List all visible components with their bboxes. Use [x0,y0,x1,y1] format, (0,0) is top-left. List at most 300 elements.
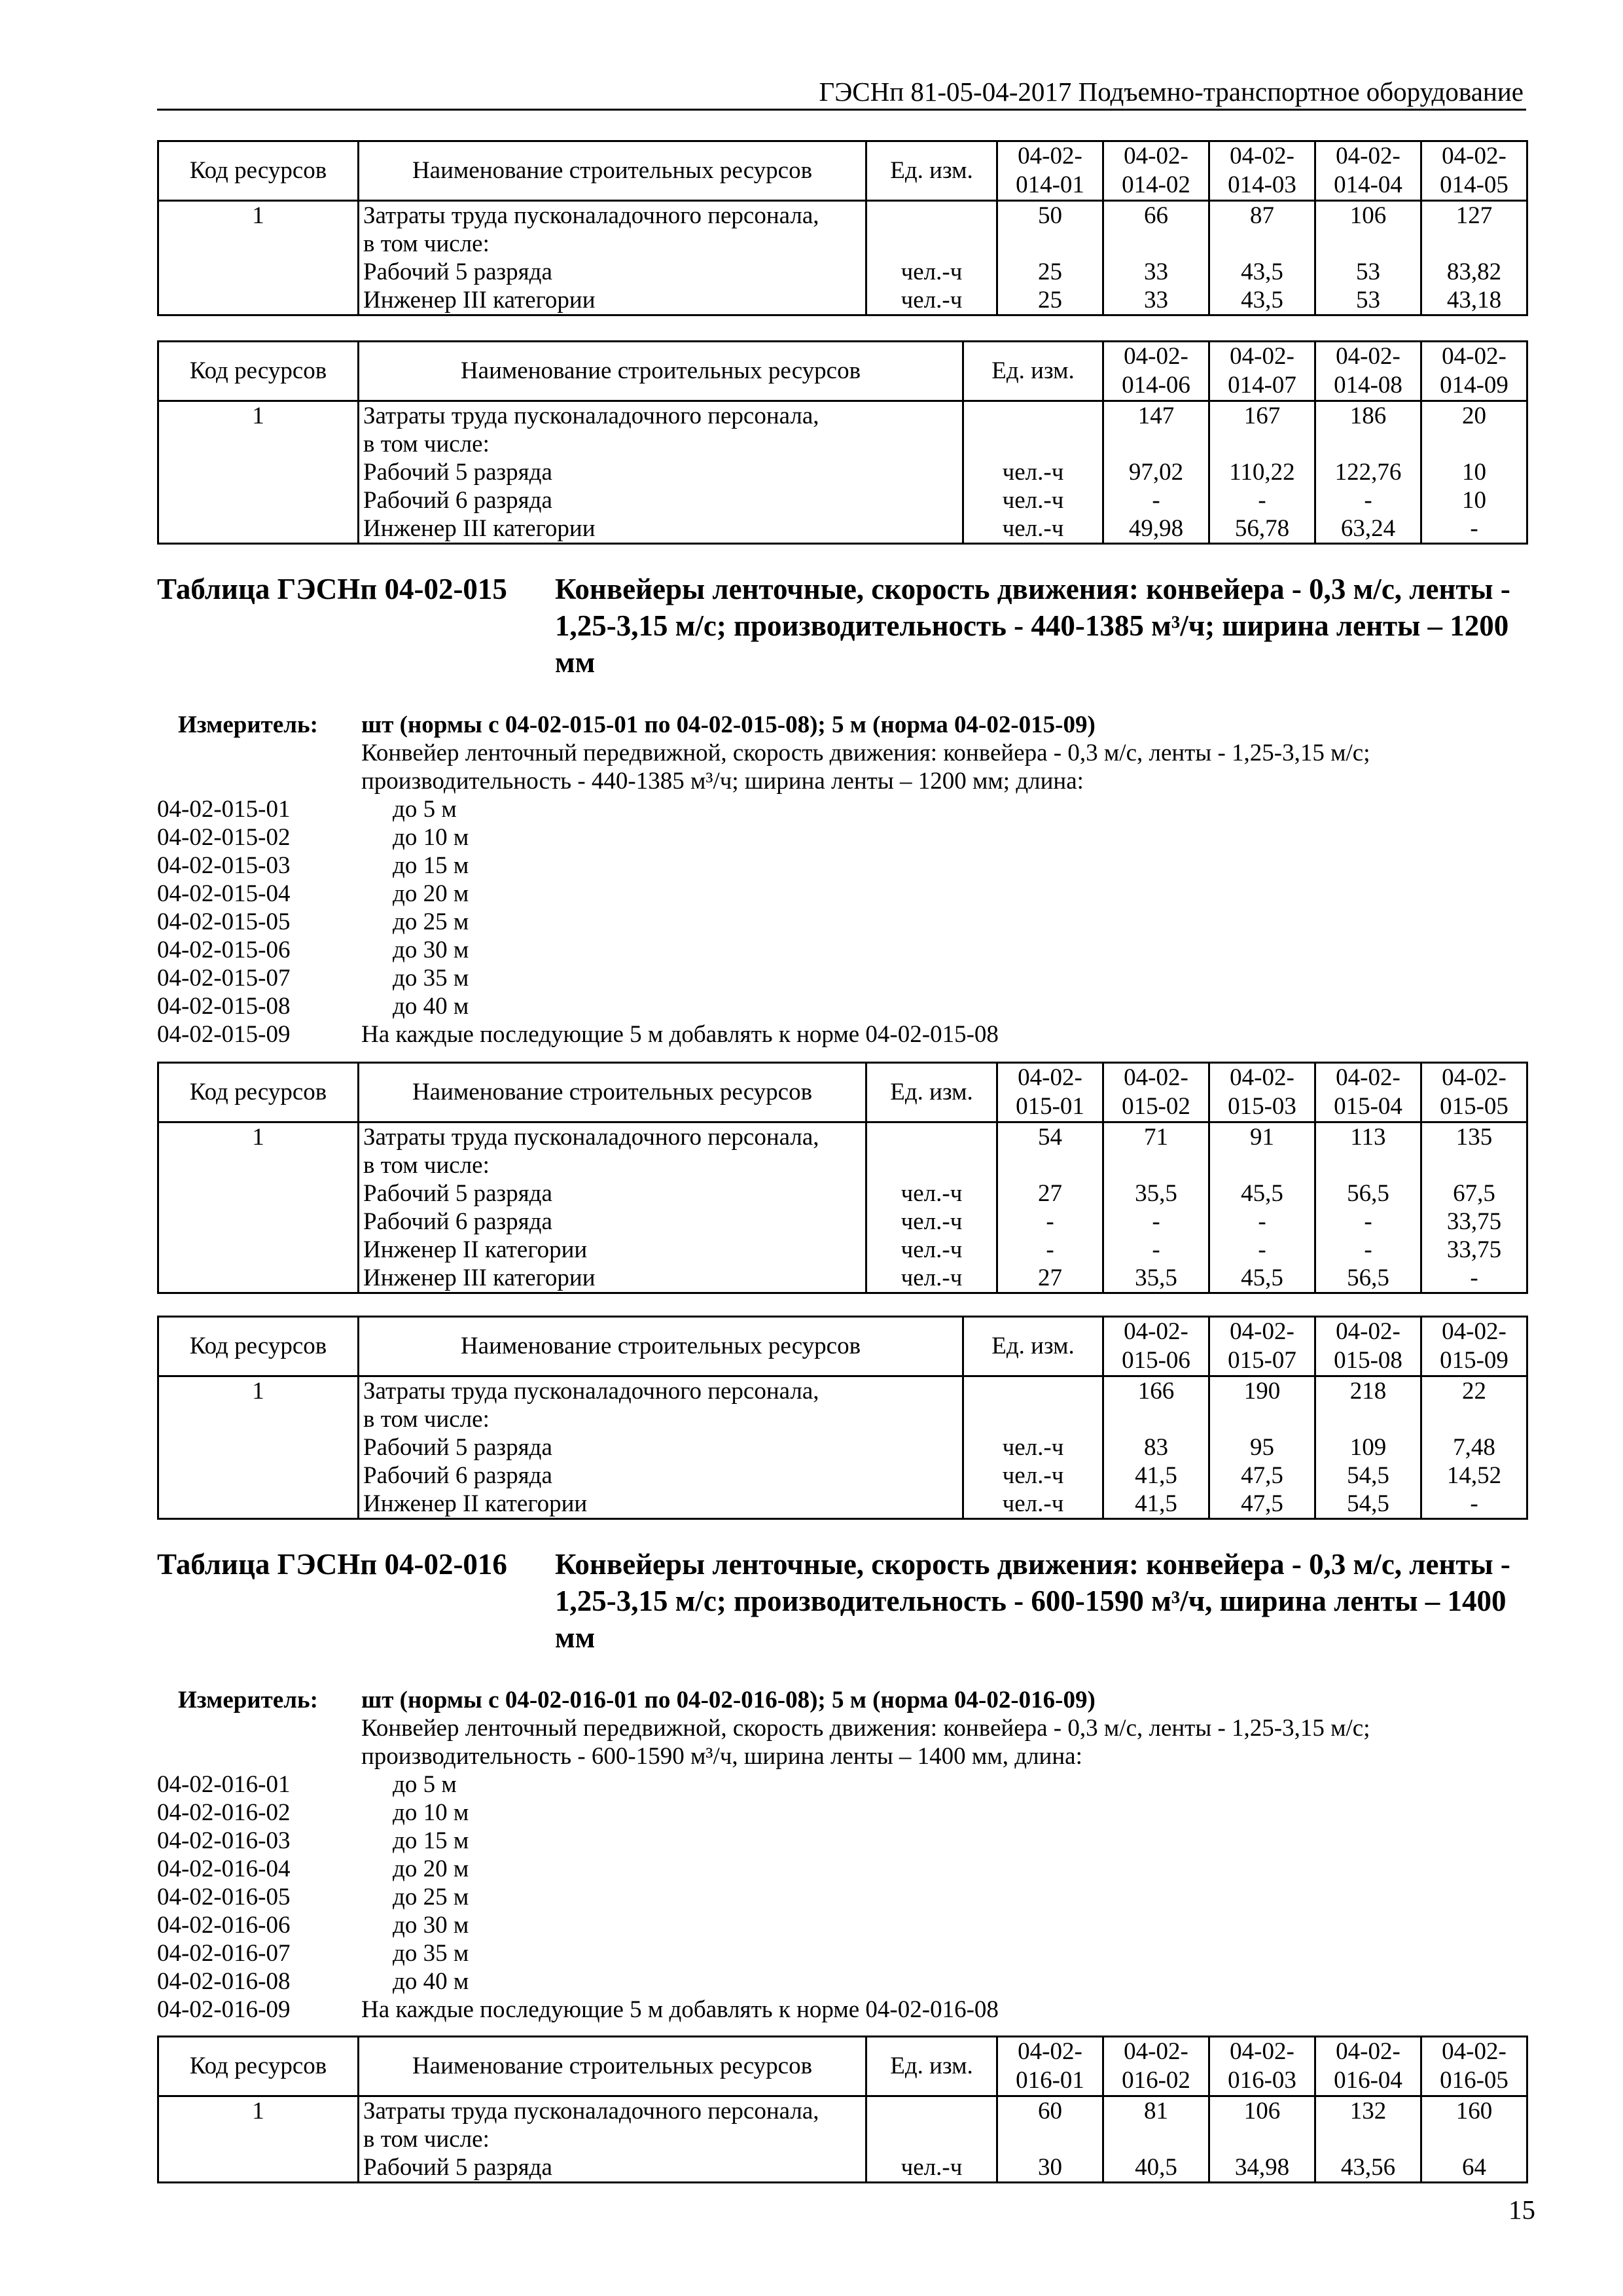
resource-value: 186 [1315,401,1421,431]
norm-code-bottom: 016-01 [1016,2067,1084,2094]
resource-name: Инженер II категории [359,1236,866,1264]
resource-unit: чел.-ч [866,2153,997,2183]
resource-value: - [1421,1264,1527,1293]
norm-code-bottom: 015-05 [1440,1093,1508,1120]
resource-unit: чел.-ч [866,1236,997,1264]
norm-code-bottom: 015-07 [1228,1347,1296,1374]
resource-unit: чел.-ч [963,1433,1103,1462]
norm-code-top: 04-02- [1230,1318,1294,1345]
resource-code [158,230,359,258]
norm-code-bottom: 015-08 [1334,1347,1402,1374]
norm-code-top: 04-02- [1018,2038,1082,2065]
resource-value: 33 [1103,286,1209,315]
resource-code: 1 [158,1376,359,1406]
unit-col-header: Ед. изм. [963,342,1103,401]
norm-col-header [1315,1063,1421,1122]
resource-value: 95 [1209,1433,1315,1462]
table-row [158,1405,1527,1433]
table-number: Таблица ГЭСНп 04-02-015 [157,573,507,605]
norm-code-top: 04-02- [1230,143,1294,170]
resource-code [158,458,359,486]
code-col-header: Код ресурсов [158,342,359,401]
norm-code-bottom: 014-06 [1122,372,1190,399]
resource-code: 1 [158,1122,359,1152]
resource-code [158,1433,359,1462]
norm-col-header [1209,1063,1315,1122]
norm-code: 04-02-015-06 [157,937,291,963]
resource-table-015-b [157,1316,1528,1520]
resource-value: 71 [1103,1122,1209,1152]
resource-name: Рабочий 6 разряда [359,1208,866,1236]
resource-code [158,1405,359,1433]
norm-text: до 35 м [393,965,469,992]
resource-value: 91 [1209,1122,1315,1152]
table-row [158,1236,1527,1264]
resource-value: 10 [1421,458,1527,486]
unit-col-header: Ед. изм. [963,1317,1103,1376]
resource-unit: чел.-ч [963,486,1103,514]
table-row [158,1490,1527,1519]
resource-name: Инженер III категории [359,286,866,315]
resource-name: Инженер II категории [359,1490,963,1519]
norm-code-top: 04-02- [1336,143,1400,170]
section-title-015 [157,571,1526,681]
norm-text: до 10 м [393,1799,469,1826]
resource-value: 41,5 [1103,1462,1209,1490]
resource-value: - [1421,514,1527,544]
resource-value: 40,5 [1103,2153,1209,2183]
norm-code-bottom: 015-09 [1440,1347,1508,1374]
measure-unit: шт (нормы с 04-02-016-01 по 04-02-016-08); 5 м (норма 04-02-016-09) [361,1687,1096,1713]
resource-value [997,1151,1103,1179]
norm-text: до 35 м [393,1940,469,1967]
norm-text: до 5 м [393,1771,457,1798]
norm-text: до 15 м [393,1827,469,1854]
resource-value: 66 [1103,201,1209,230]
norm-code-bottom: 014-03 [1228,171,1296,198]
resource-value: - [1315,486,1421,514]
table-row [158,1264,1527,1293]
resource-value: 27 [997,1264,1103,1293]
resource-value [1209,2125,1315,2153]
resource-value: 132 [1315,2096,1421,2126]
resource-value: 50 [997,201,1103,230]
resource-value: 43,5 [1209,286,1315,315]
norm-text: до 20 м [393,880,469,907]
norm-item [157,795,1526,823]
resource-value: 122,76 [1315,458,1421,486]
resource-value [997,2125,1103,2153]
measure-unit: шт (нормы с 04-02-015-01 по 04-02-015-08); 5 м (норма 04-02-015-09) [361,711,1096,738]
norm-col-header [1421,1317,1527,1376]
resource-name: Затраты труда пусконаладочного персонала, [359,1122,866,1152]
resource-value: 34,98 [1209,2153,1315,2183]
unit-col-header: Ед. изм. [866,2037,997,2096]
resource-unit: чел.-ч [963,514,1103,544]
norm-code-bottom: 016-02 [1122,2067,1190,2094]
table-row [158,1462,1527,1490]
resource-value: 27 [997,1179,1103,1208]
norm-code-bottom: 014-08 [1334,372,1402,399]
resource-value: 113 [1315,1122,1421,1152]
resource-name: в том числе: [359,430,963,458]
norm-item [157,852,1526,880]
norm-col-header [1103,1063,1209,1122]
resource-name: Затраты труда пусконаладочного персонала, [359,1376,963,1406]
resource-value [1421,430,1527,458]
norm-col-header [1103,2037,1209,2096]
measure-description: Конвейер ленточный передвижной, скорость движения: конвейера - 0,3 м/с, ленты - 1,25-3,15 м/с; производительность - 440-1385 м³/ч; ширина ленты – 1200 мм; длина: [361,740,1370,795]
resource-code [158,1151,359,1179]
norm-item [157,1020,1526,1049]
measure-block-016 [157,1686,1526,2026]
norm-item [157,964,1526,992]
norm-code: 04-02-015-03 [157,852,291,879]
resource-unit [866,1122,997,1152]
resource-value: 56,5 [1315,1264,1421,1293]
table-row [158,1151,1527,1179]
resource-value [1209,1151,1315,1179]
norm-item [157,1939,1526,1967]
norm-code: 04-02-016-06 [157,1912,291,1939]
norm-text: до 25 м [393,1884,469,1910]
norm-item [157,1770,1526,1799]
table-row [158,514,1527,544]
resource-unit [963,1405,1103,1433]
resource-name: Затраты труда пусконаладочного персонала, [359,401,963,431]
resource-value: - [1103,486,1209,514]
norm-item [157,936,1526,964]
resource-unit [866,2125,997,2153]
resource-value: 110,22 [1209,458,1315,486]
resource-value: 49,98 [1103,514,1209,544]
resource-value: 45,5 [1209,1264,1315,1293]
norm-code-top: 04-02- [1230,343,1294,370]
norm-col-header [1209,2037,1315,2096]
resource-unit [963,430,1103,458]
name-col-header: Наименование строительных ресурсов [359,342,963,401]
resource-value: 106 [1209,2096,1315,2126]
norm-code: 04-02-016-07 [157,1940,291,1967]
resource-value [1103,230,1209,258]
norm-code-top: 04-02- [1336,1318,1400,1345]
table-header-row [158,141,1527,201]
resource-value: 54,5 [1315,1490,1421,1519]
norm-code-top: 04-02- [1442,1064,1507,1091]
norm-item [157,1967,1526,1996]
resource-value: 20 [1421,401,1527,431]
resource-value: 45,5 [1209,1179,1315,1208]
resource-name: в том числе: [359,2125,866,2153]
resource-value: - [1315,1236,1421,1264]
norm-col-header [997,141,1103,201]
norm-text: до 20 м [393,1856,469,1882]
resource-unit: чел.-ч [866,1208,997,1236]
resource-code [158,1208,359,1236]
resource-value [1315,1151,1421,1179]
resource-value: 33,75 [1421,1236,1527,1264]
resource-value: 109 [1315,1433,1421,1462]
table-header-row [158,2037,1527,2096]
table-row [158,1376,1527,1406]
table-title: Конвейеры ленточные, скорость движения: конвейера - 0,3 м/с, ленты - 1,25-3,15 м/с; производительность - 600-1590 м³/ч, ширина ленты – 1400 мм [555,1548,1510,1654]
resource-code: 1 [158,201,359,230]
resource-value: 53 [1315,258,1421,286]
resource-value [1315,430,1421,458]
running-header [157,71,1526,111]
resource-value: - [1103,1208,1209,1236]
section-title-016 [157,1546,1526,1656]
table-row [158,486,1527,514]
table-row [158,1122,1527,1152]
resource-value: 43,18 [1421,286,1527,315]
resource-unit: чел.-ч [866,1179,997,1208]
norm-code-top: 04-02- [1124,343,1188,370]
resource-name: Рабочий 6 разряда [359,1462,963,1490]
resource-value [1103,1151,1209,1179]
norm-col-header [1315,1317,1421,1376]
norm-col-header [1421,1063,1527,1122]
resource-value [1209,1405,1315,1433]
norm-item [157,880,1526,908]
norm-text: до 25 м [393,908,469,935]
table-row [158,458,1527,486]
resource-unit: чел.-ч [963,1490,1103,1519]
header-title: ГЭСНп 81-05-04-2017 Подъемно-транспортное оборудование [819,77,1524,107]
resource-name: в том числе: [359,1151,866,1179]
resource-table-015-a [157,1062,1528,1294]
resource-value [1421,2125,1527,2153]
resource-value: 56,5 [1315,1179,1421,1208]
resource-table-016-a [157,2036,1528,2183]
resource-unit: чел.-ч [866,286,997,315]
resource-unit: чел.-ч [866,258,997,286]
norm-col-header [1421,141,1527,201]
resource-code [158,286,359,315]
norm-col-header [1103,141,1209,201]
norm-code-top: 04-02- [1124,143,1188,170]
resource-table-014-a [157,140,1528,316]
resource-value: 60 [997,2096,1103,2126]
resource-code [158,430,359,458]
resource-value: - [1103,1236,1209,1264]
table-title: Конвейеры ленточные, скорость движения: конвейера - 0,3 м/с, ленты - 1,25-3,15 м/с; производительность - 440-1385 м³/ч; ширина ленты – 1200 мм [555,573,1510,679]
page-number: 15 [1508,2195,1535,2225]
norm-code-bottom: 016-05 [1440,2067,1508,2094]
norm-code-top: 04-02- [1336,343,1400,370]
resource-name: Рабочий 6 разряда [359,486,963,514]
norm-text: до 40 м [393,1968,469,1995]
norm-code-bottom: 014-01 [1016,171,1084,198]
table-row [158,201,1527,230]
resource-code [158,1179,359,1208]
norm-col-header [1315,141,1421,201]
unit-col-header: Ед. изм. [866,141,997,201]
resource-value: 97,02 [1103,458,1209,486]
norm-code-top: 04-02- [1442,1318,1507,1345]
norm-code: 04-02-015-04 [157,880,291,907]
resource-code [158,2153,359,2183]
norm-item [157,1883,1526,1911]
resource-name: Инженер III категории [359,1264,866,1293]
resource-value: 43,5 [1209,258,1315,286]
norm-code-bottom: 014-04 [1334,171,1402,198]
resource-value: 54,5 [1315,1462,1421,1490]
norm-item [157,992,1526,1020]
norm-text: до 10 м [393,824,469,851]
resource-value: 81 [1103,2096,1209,2126]
resource-name: Рабочий 5 разряда [359,458,963,486]
resource-unit [963,401,1103,431]
resource-value: 30 [997,2153,1103,2183]
resource-value [1103,1405,1209,1433]
norm-code-top: 04-02- [1336,2038,1400,2065]
norm-item [157,1799,1526,1827]
table-row [158,1179,1527,1208]
norm-col-header [1315,342,1421,401]
resource-name: в том числе: [359,230,866,258]
norm-item [157,908,1526,936]
norm-code: 04-02-016-08 [157,1968,291,1995]
table-row [158,2096,1527,2126]
resource-value: 83 [1103,1433,1209,1462]
norm-col-header [997,1063,1103,1122]
resource-value: 67,5 [1421,1179,1527,1208]
resource-value: 160 [1421,2096,1527,2126]
resource-value: - [1421,1490,1527,1519]
resource-unit [866,201,997,230]
resource-value: 35,5 [1103,1179,1209,1208]
resource-value: 22 [1421,1376,1527,1406]
table-row [158,286,1527,315]
resource-value: 47,5 [1209,1462,1315,1490]
name-col-header: Наименование строительных ресурсов [359,1063,866,1122]
resource-code: 1 [158,401,359,431]
table-row [158,1208,1527,1236]
norm-col-header [997,2037,1103,2096]
norm-code-top: 04-02- [1442,343,1507,370]
norm-text: до 5 м [393,796,457,823]
resource-value: 33,75 [1421,1208,1527,1236]
norm-col-header [1421,2037,1527,2096]
resource-table-014-b [157,340,1528,545]
resource-code: 1 [158,2096,359,2126]
resource-value: 147 [1103,401,1209,431]
norm-text: На каждые последующие 5 м добавлять к норме 04-02-015-08 [361,1021,999,1048]
norm-text: до 40 м [393,993,469,1020]
resource-code [158,1490,359,1519]
table-row [158,258,1527,286]
resource-value: 63,24 [1315,514,1421,544]
norm-text: На каждые последующие 5 м добавлять к норме 04-02-016-08 [361,1996,999,2023]
resource-value: 41,5 [1103,1490,1209,1519]
code-col-header: Код ресурсов [158,1317,359,1376]
code-col-header: Код ресурсов [158,141,359,201]
norm-col-header [1421,342,1527,401]
resource-value: 83,82 [1421,258,1527,286]
norm-code-top: 04-02- [1336,1064,1400,1091]
resource-value: 190 [1209,1376,1315,1406]
table-row [158,430,1527,458]
resource-value: - [1315,1208,1421,1236]
norm-code: 04-02-015-01 [157,796,291,823]
norm-code-bottom: 014-02 [1122,171,1190,198]
resource-value [1421,230,1527,258]
name-col-header: Наименование строительных ресурсов [359,2037,866,2096]
norm-code-bottom: 014-07 [1228,372,1296,399]
resource-value: 25 [997,286,1103,315]
resource-value: 167 [1209,401,1315,431]
resource-name: Затраты труда пусконаладочного персонала, [359,2096,866,2126]
resource-unit: чел.-ч [963,1462,1103,1490]
resource-code [158,1462,359,1490]
norm-code-top: 04-02- [1018,143,1082,170]
norm-col-header [1103,342,1209,401]
resource-value [1103,2125,1209,2153]
norm-code-bottom: 015-01 [1016,1093,1084,1120]
resource-value: 10 [1421,486,1527,514]
norm-code-bottom: 016-03 [1228,2067,1296,2094]
norm-code: 04-02-016-03 [157,1827,291,1854]
resource-code [158,514,359,544]
resource-value [1315,230,1421,258]
resource-value [1315,1405,1421,1433]
measure-block-015 [157,711,1526,1051]
norm-code: 04-02-016-09 [157,1996,291,2023]
resource-value: 218 [1315,1376,1421,1406]
resource-name: Рабочий 5 разряда [359,1433,963,1462]
table-number: Таблица ГЭСНп 04-02-016 [157,1548,507,1581]
norm-item [157,1911,1526,1939]
table-row [158,230,1527,258]
resource-name: Рабочий 5 разряда [359,2153,866,2183]
resource-value: 54 [997,1122,1103,1152]
resource-value [1421,1151,1527,1179]
norm-code-top: 04-02- [1124,2038,1188,2065]
norm-code-bottom: 015-04 [1334,1093,1402,1120]
resource-unit [866,2096,997,2126]
resource-code [158,486,359,514]
norm-code-bottom: 014-05 [1440,171,1508,198]
name-col-header: Наименование строительных ресурсов [359,141,866,201]
resource-name: Инженер III категории [359,514,963,544]
resource-value: 64 [1421,2153,1527,2183]
norm-code-bottom: 015-06 [1122,1347,1190,1374]
norm-code-top: 04-02- [1230,1064,1294,1091]
norm-code: 04-02-016-04 [157,1856,291,1882]
resource-value: 14,52 [1421,1462,1527,1490]
norm-code-bottom: 015-03 [1228,1093,1296,1120]
norm-text: до 30 м [393,937,469,963]
resource-unit: чел.-ч [963,458,1103,486]
measure-label: Измеритель: [178,711,318,738]
norm-code: 04-02-016-01 [157,1771,291,1798]
resource-value: 47,5 [1209,1490,1315,1519]
norm-code: 04-02-015-07 [157,965,291,992]
resource-unit [866,230,997,258]
norm-item [157,823,1526,852]
resource-value [1421,1405,1527,1433]
norm-item [157,1996,1526,2024]
resource-value: 56,78 [1209,514,1315,544]
norm-code: 04-02-015-08 [157,993,291,1020]
table-row [158,401,1527,431]
resource-name: в том числе: [359,1405,963,1433]
norm-col-header [1209,141,1315,201]
resource-unit [963,1376,1103,1406]
resource-code [158,1264,359,1293]
resource-value: 127 [1421,201,1527,230]
